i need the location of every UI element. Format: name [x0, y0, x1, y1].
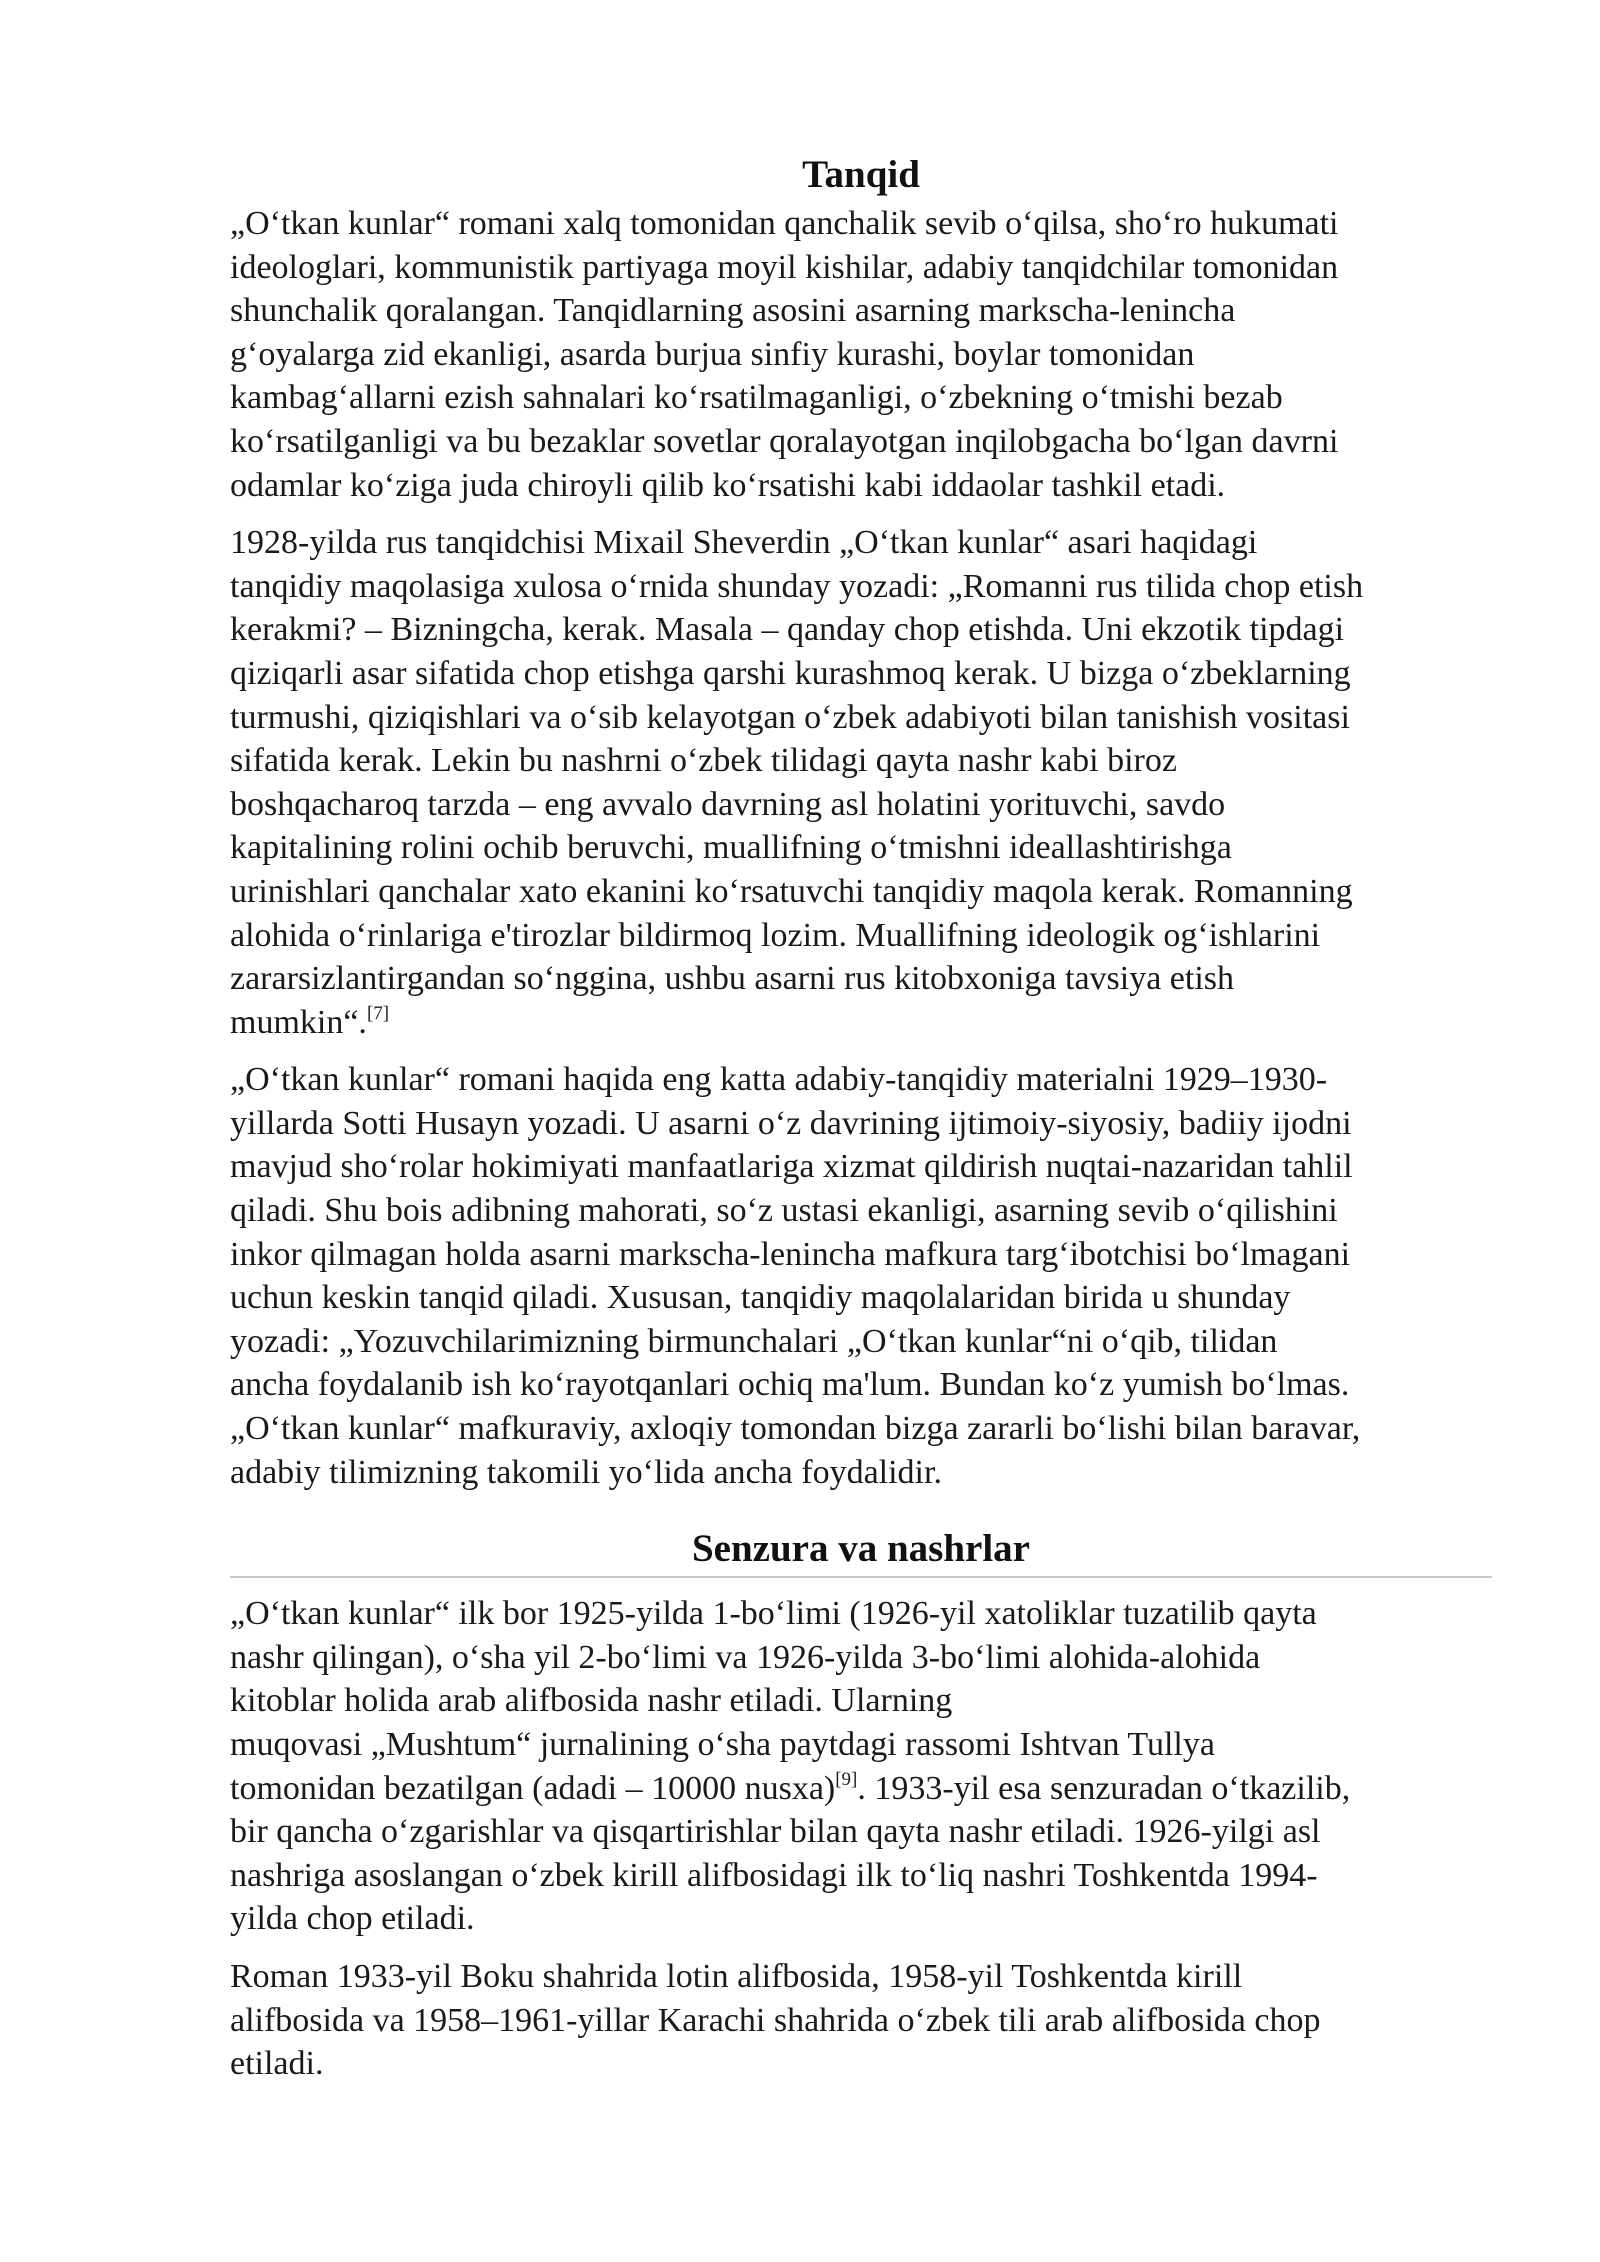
document-page — [230, 150, 1492, 2100]
text-line: kerakmi? – Bizningcha, kerak. Masala – qanday chop etishda. Uni ekzotik tipdagi — [230, 611, 1345, 649]
text-line: boshqacharoq tarzda – eng avvalo davrning asl holatini yorituvchi, savdo — [230, 785, 1226, 823]
reference-link[interactable]: [9] — [835, 1768, 858, 1790]
text-line: kitoblar holida arab alifbosida nashr etiladi. Ularning — [230, 1682, 953, 1720]
text-line: „O‘tkan kunlar“ ilk bor 1925-yilda 1-bo‘limi (1926-yil xatoliklar tuzatilib qayta — [230, 1595, 1317, 1633]
text-line: zararsizlantirgandan so‘nggina, ushbu asarni rus kitobxoniga tavsiya etish — [230, 960, 1235, 998]
text-line: qiladi. Shu bois adibning mahorati, so‘z ustasi ekanligi, asarning sevib o‘qilishini — [230, 1192, 1338, 1230]
paragraph — [230, 1955, 1492, 2086]
text-line: . 1933-yil esa senzuradan o‘tkazilib, — [857, 1769, 1351, 1807]
text-line: turmushi, qiziqishlari va o‘sib kelayotgan o‘zbek adabiyoti bilan tanishish vositasi — [230, 698, 1350, 736]
text-line: alohida o‘rinlariga e'tirozlar bildirmoq lozim. Muallifning ideologik og‘ishlarini — [230, 916, 1321, 954]
text-line: Roman 1933-yil Boku shahrida lotin alifbosida, 1958-yil Toshkentda kirill — [230, 1957, 1243, 1995]
text-line: adabiy tilimizning takomili yo‘lida ancha foydalidir. — [230, 1453, 942, 1491]
text-line: shunchalik qoralangan. Tanqidlarning asosini asarning markscha-lenincha — [230, 292, 1236, 330]
text-line: uchun keskin tanqid qiladi. Xususan, tanqidiy maqolalaridan birida u shunday — [230, 1279, 1291, 1317]
text-line: ko‘rsatilganligi va bu bezaklar sovetlar qoralayotgan inqilobgacha bo‘lgan davrni — [230, 422, 1339, 460]
text-line: tanqidiy maqolasiga xulosa o‘rnida shunday yozadi: „Romanni rus tilida chop etish — [230, 567, 1364, 605]
text-line: muqovasi „Mushtum“ jurnalining o‘sha paytdagi rassomi Ishtvan Tullya — [230, 1726, 1215, 1763]
paragraph — [230, 1592, 1492, 1941]
text-line: „O‘tkan kunlar“ romani xalq tomonidan qanchalik sevib o‘qilsa, sho‘ro hukumati — [230, 205, 1339, 242]
text-line: bir qancha o‘zgarishlar va qisqartirishlar bilan qayta nashr etiladi. 1926-yilgi asl — [230, 1813, 1321, 1851]
text-line: sifatida kerak. Lekin bu nashrni o‘zbek tilidagi qayta nashr kabi biroz — [230, 742, 1177, 780]
paragraph — [230, 521, 1492, 1044]
paragraph — [230, 1058, 1492, 1494]
text-line: yozadi: „Yozuvchilarimizning birmunchalari „O‘tkan kunlar“ni o‘qib, tilidan — [230, 1322, 1278, 1360]
text-line: yillarda Sotti Husayn yozadi. U asarni o‘z davrining ijtimoiy-siyosiy, badiiy ijodni — [230, 1104, 1352, 1142]
section-heading-tanqid: Tanqid — [802, 153, 920, 196]
text-line: odamlar ko‘ziga juda chiroyli qilib ko‘rsatishi kabi iddaolar tashkil etadi. — [230, 466, 1226, 504]
text-line: alifbosida va 1958–1961-yillar Karachi shahrida o‘zbek tili arab alifbosida chop — [230, 2001, 1321, 2039]
text-line: mumkin“. — [230, 1003, 367, 1041]
text-line: nashr qilingan), o‘sha yil 2-bo‘limi va 1926-yilda 3-bo‘limi alohida-alohida — [230, 1638, 1261, 1676]
text-line: kapitalining rolini ochib beruvchi, muallifning o‘tmishni ideallashtirishga — [230, 829, 1232, 867]
paragraph — [230, 202, 1492, 507]
text-line: inkor qilmagan holda asarni markscha-lenincha mafkura targ‘ibotchisi bo‘lmagani — [230, 1235, 1351, 1273]
text-line: urinishlari qanchalar xato ekanini ko‘rsatuvchi tanqidiy maqola kerak. Romanning — [230, 872, 1353, 910]
text-line: ideologlari, kommunistik partiyaga moyil kishilar, adabiy tanqidchilar tomonidan — [230, 248, 1339, 286]
text-line: qiziqarli asar sifatida chop etishga qarshi kurashmoq kerak. U bizga o‘zbeklarning — [230, 654, 1351, 692]
text-line: g‘oyalarga zid ekanligi, asarda burjua sinfiy kurashi, boylar tomonidan — [230, 335, 1195, 373]
text-line: 1928-yilda rus tanqidchisi Mixail Sheverdin „O‘tkan kunlar“ asari haqidagi — [230, 524, 1258, 562]
text-line: nashriga asoslangan o‘zbek kirill alifbosidagi ilk to‘liq nashri Toshkentda 1994- — [230, 1856, 1318, 1894]
text-line: kambag‘allarni ezish sahnalari ko‘rsatilmaganligi, o‘zbekning o‘tmishi bezab — [230, 379, 1283, 417]
section-heading-senzura: Senzura va nashrlar — [230, 1524, 1492, 1578]
reference-link[interactable]: [7] — [366, 1002, 390, 1024]
text-line: etiladi. — [230, 2045, 324, 2083]
text-line: ancha foydalanib ish ko‘rayotqanlari ochiq ma'lum. Bundan ko‘z yumish bo‘lmas. — [230, 1366, 1350, 1404]
text-line: mavjud sho‘rolar hokimiyati manfaatlariga xizmat qildirish nuqtai-nazaridan tahlil — [230, 1148, 1353, 1186]
text-line: tomonidan bezatilgan (adadi – 10000 nusxa) — [230, 1769, 836, 1807]
text-line: yilda chop etiladi. — [230, 1900, 475, 1938]
text-line: „O‘tkan kunlar“ mafkuraviy, axloqiy tomondan bizga zararli bo‘lishi bilan baravar, — [230, 1410, 1361, 1448]
text-line: „O‘tkan kunlar“ romani haqida eng katta adabiy-tanqidiy materialni 1929–1930- — [230, 1061, 1328, 1099]
